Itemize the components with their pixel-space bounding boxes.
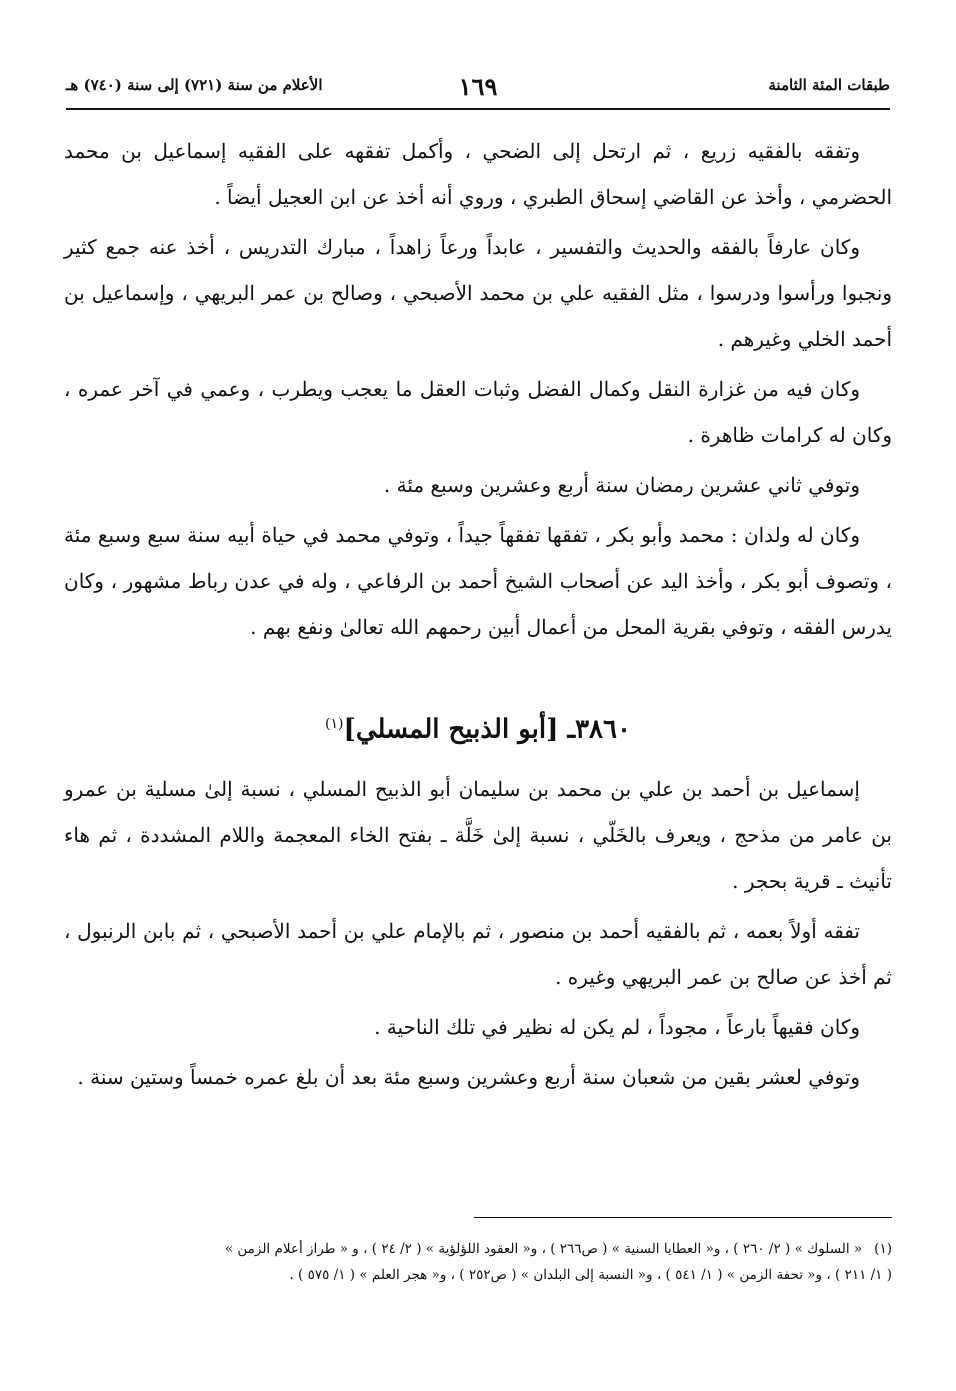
paragraph: وكان فيه من غزارة النقل وكمال الفضل وثبات العقل ما يعجب ويطرب ، وعمي في آخر عمره ، وكان له كرامات ظاهرة . (64, 377, 892, 447)
page-header (66, 72, 890, 106)
footnote-marker: (١) (325, 716, 344, 732)
footnotes (64, 1236, 892, 1288)
footnote-line (64, 1236, 892, 1262)
paragraph: وكان فقيهاً بارعاً ، مجوداً ، لم يكن له نظير في تلك الناحية . (374, 1014, 860, 1039)
paragraph: وتفقه بالفقيه زريع ، ثم ارتحل إلى الضحي ، وأكمل تفقهه على الفقيه إسماعيل بن محمد الحضرمي ، وأخذ عن القاضي إسحاق الطبري ، وروي أنه أخذ عن ابن العجيل أيضاً . (64, 139, 892, 209)
page-body (64, 128, 892, 1104)
footnote-divider (474, 1217, 892, 1218)
entry-heading (64, 696, 892, 758)
running-title: طبقات المئة الثامنة (768, 76, 890, 94)
entry-title: ٣٨٦٠ـ [أبو الذبيح المسلي] (343, 714, 631, 745)
section-range: الأعلام من سنة (٧٢١) إلى سنة (٧٤٠) هـ (66, 76, 323, 94)
paragraph: وكان عارفاً بالفقه والحديث والتفسير ، عابداً ورعاً زاهداً ، مبارك التدريس ، أخذ عنه جمع كثير ونجبوا ورأسوا ودرسوا ، مثل الفقيه علي بن محمد الأصبحي ، وصالح بن عمر البريهي ، وإسماعيل بن أحمد الخلي وغيرهم . (64, 235, 892, 351)
footnote-line: ( ١/ ٢١١ ) ، و« تحفة الزمن » ( ١/ ٥٤١ ) ، و« النسبة إلى البلدان » ( ص٢٥٢ ) ، و« هجر العلم » ( ١/ ٥٧٥ ) . (289, 1267, 892, 1283)
footnote-text: « السلوك » ( ٢/ ٢٦٠ ) ، و« العطايا السنية » ( ص٢٦٦ ) ، و« العقود اللؤلؤية » ( ٢/ ٢٤ ) ، و « طراز أعلام الزمن » (224, 1241, 863, 1257)
paragraph: وتوفي ثاني عشرين رمضان سنة أربع وعشرين وسبع مئة . (383, 473, 860, 497)
paragraph: تفقه أولاً بعمه ، ثم بالفقيه أحمد بن منصور ، ثم بالإمام علي بن أحمد الأصبحي ، ثم بابن الرنبول ، ثم أخذ عن صالح بن عمر البريهي وغيره . (64, 918, 892, 989)
paragraph: وكان له ولدان : محمد وأبو بكر ، تفقها تفقهاً جيداً ، وتوفي محمد في حياة أبيه سنة سبع وسبع مئة ، وتصوف أبو بكر ، وأخذ اليد عن أصحاب الشيخ أحمد بن الرفاعي ، وله في عدن رباط مشهور ، وكان يدرس الفقه ، وتوفي بقرية المحل من أعمال أبين رحمهم الله تعالىٰ ونفع بهم . (64, 523, 892, 639)
page-number: ١٦٩ (458, 72, 498, 101)
footnote-number: (١) (874, 1241, 892, 1257)
header-divider (66, 108, 890, 110)
paragraph: وتوفي لعشر بقين من شعبان سنة أربع وعشرين وسبع مئة بعد أن بلغ عمره خمساً وستين سنة . (77, 1064, 860, 1089)
paragraph: إسماعيل بن أحمد بن علي بن محمد بن سليمان أبو الذبيح المسلي ، نسبة إلىٰ مسلية بن عمرو بن عامر من مذحج ، ويعرف بالخَلّي ، نسبة إلىٰ خَلَّة ـ بفتح الخاء المعجمة واللام المشددة ، ثم هاء تأنيث ـ قرية بحجر . (64, 776, 892, 893)
